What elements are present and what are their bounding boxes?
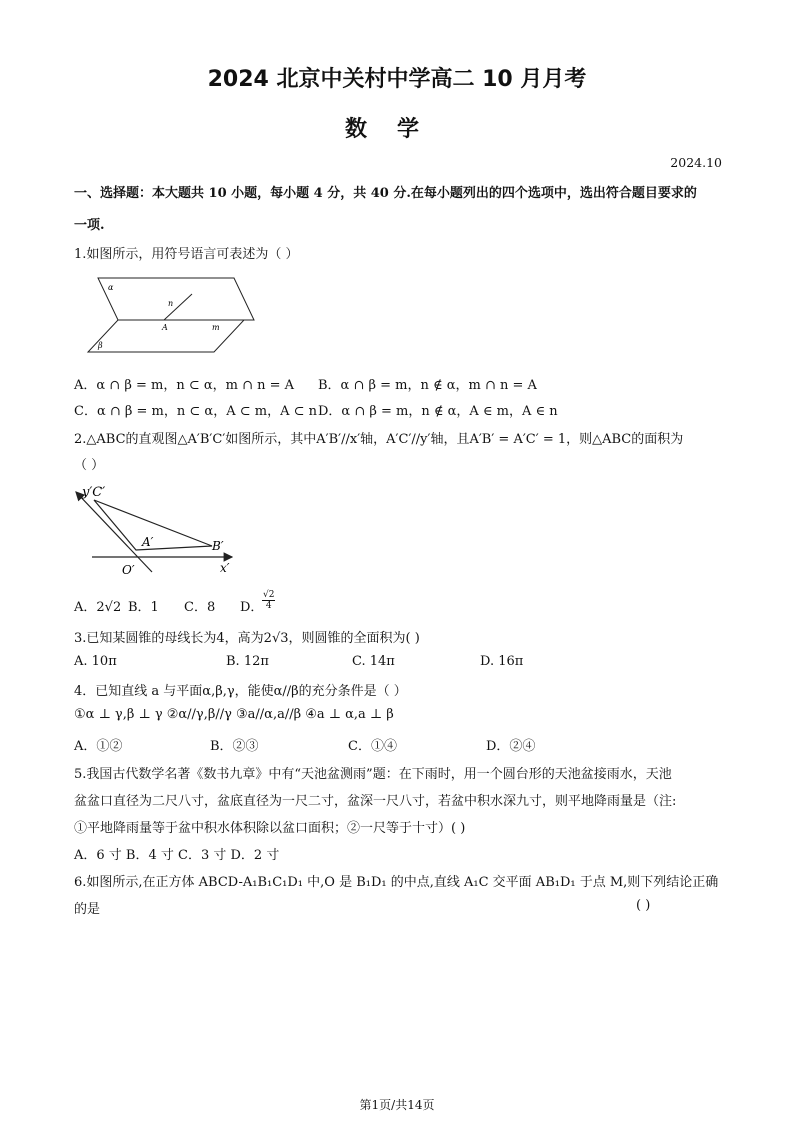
q4-stem: 4．已知直线 a 与平面α,β,γ，能使α//β的充分条件是（ ） [74, 684, 407, 699]
label-m: m [212, 323, 220, 332]
label-A: A [162, 323, 168, 332]
q3-option-a: A. 10π [74, 654, 117, 669]
page-title: 2024 北京中关村中学高二 10 月月考 [207, 67, 587, 92]
q1-plane-figure [84, 272, 270, 358]
fraction-numerator: √2 [263, 590, 275, 600]
q1-option-a: A．α ∩ β = m，n ⊂ α，m ∩ n = A [74, 378, 295, 393]
label-alpha: α [108, 283, 114, 292]
q2-answer-paren: （ ） [74, 458, 105, 473]
label-beta: β [98, 341, 103, 350]
q5-line3: ①平地降雨量等于盆中积水体积除以盆口面积；②一尺等于十寸）( ) [74, 821, 466, 836]
q2-option-c: C．8 [184, 600, 216, 615]
q3-option-d: D. 16π [480, 654, 524, 669]
q4-option-c: C．①④ [348, 739, 397, 754]
q2-option-a: A．2√2 [74, 600, 122, 615]
q3-option-c: C. 14π [352, 654, 395, 669]
q1-option-d: D．α ∩ β = m，n ∉ α，A ∈ m，A ∈ n [318, 404, 558, 419]
q2-option-b: B．1 [128, 600, 159, 615]
q1-option-b: B．α ∩ β = m，n ∉ α，m ∩ n = A [318, 378, 537, 393]
section-heading-line2: 一项. [74, 218, 105, 233]
q2-option-d: D． [240, 600, 264, 615]
label-y-c: y′C′ [82, 485, 106, 500]
label-b: B′ [212, 539, 224, 553]
page-footer: 第1页/共14页 [359, 1098, 435, 1112]
q6-answer-paren: ( ) [636, 898, 651, 913]
label-x: x′ [220, 561, 230, 575]
q1-option-c: C．α ∩ β = m，n ⊂ α，A ⊂ m，A ⊂ n [74, 404, 317, 419]
section-heading-line1: 一、选择题：本大题共 10 小题，每小题 4 分，共 40 分.在每小题列出的四个选项中，选出符合题目要求的 [74, 186, 697, 201]
q2-stem: 2.△ABC的直观图△A′B′C′如图所示，其中A′B′//x′轴，A′C′//y′轴，且A′B′ = A′C′ = 1，则△ABC的面积为 [74, 432, 684, 447]
q2-axes-figure [72, 480, 242, 580]
fraction-denominator: 4 [265, 601, 272, 611]
q6-line1: 6.如图所示,在正方体 ABCD-A₁B₁C₁D₁ 中,O 是 B₁D₁ 的中点,直线 A₁C 交平面 AB₁D₁ 于点 M,则下列结论正确 [74, 875, 719, 890]
q5-line1: 5.我国古代数学名著《数书九章》中有“天池盆测雨”题：在下雨时，用一个圆台形的天池盆接雨水，天池 [74, 767, 672, 782]
label-a: A′ [142, 535, 154, 549]
q5-options: A．6 寸 B．4 寸 C．3 寸 D．2 寸 [74, 848, 280, 863]
exam-date: 2024.10 [670, 155, 722, 170]
q4-option-d: D．②④ [486, 739, 536, 754]
label-o: O′ [122, 563, 135, 577]
q1-stem: 1.如图所示，用符号语言可表述为（ ） [74, 247, 299, 262]
y-axis [76, 492, 152, 572]
q3-stem: 3.已知某圆锥的母线长为4，高为2√3，则圆锥的全面积为( ) [74, 631, 420, 646]
q2-option-d-fraction [262, 590, 275, 611]
q4-option-b: B．②③ [210, 739, 259, 754]
label-n: n [168, 299, 174, 308]
q6-line2: 的是 [74, 902, 101, 917]
q4-option-a: A．①② [74, 739, 123, 754]
subject-title: 数学 [344, 117, 449, 142]
q5-line2: 盆盆口直径为二尺八寸，盆底直径为一尺二寸，盆深一尺八寸，若盆中积水深九寸，则平地降雨量是（注: [74, 794, 677, 809]
plane-alpha [98, 278, 254, 320]
q3-option-b: B. 12π [226, 654, 269, 669]
q4-conditions: ①α ⊥ γ,β ⊥ γ ②α//γ,β//γ ③a//α,a//β ④a ⊥ α,a ⊥ β [74, 707, 394, 722]
